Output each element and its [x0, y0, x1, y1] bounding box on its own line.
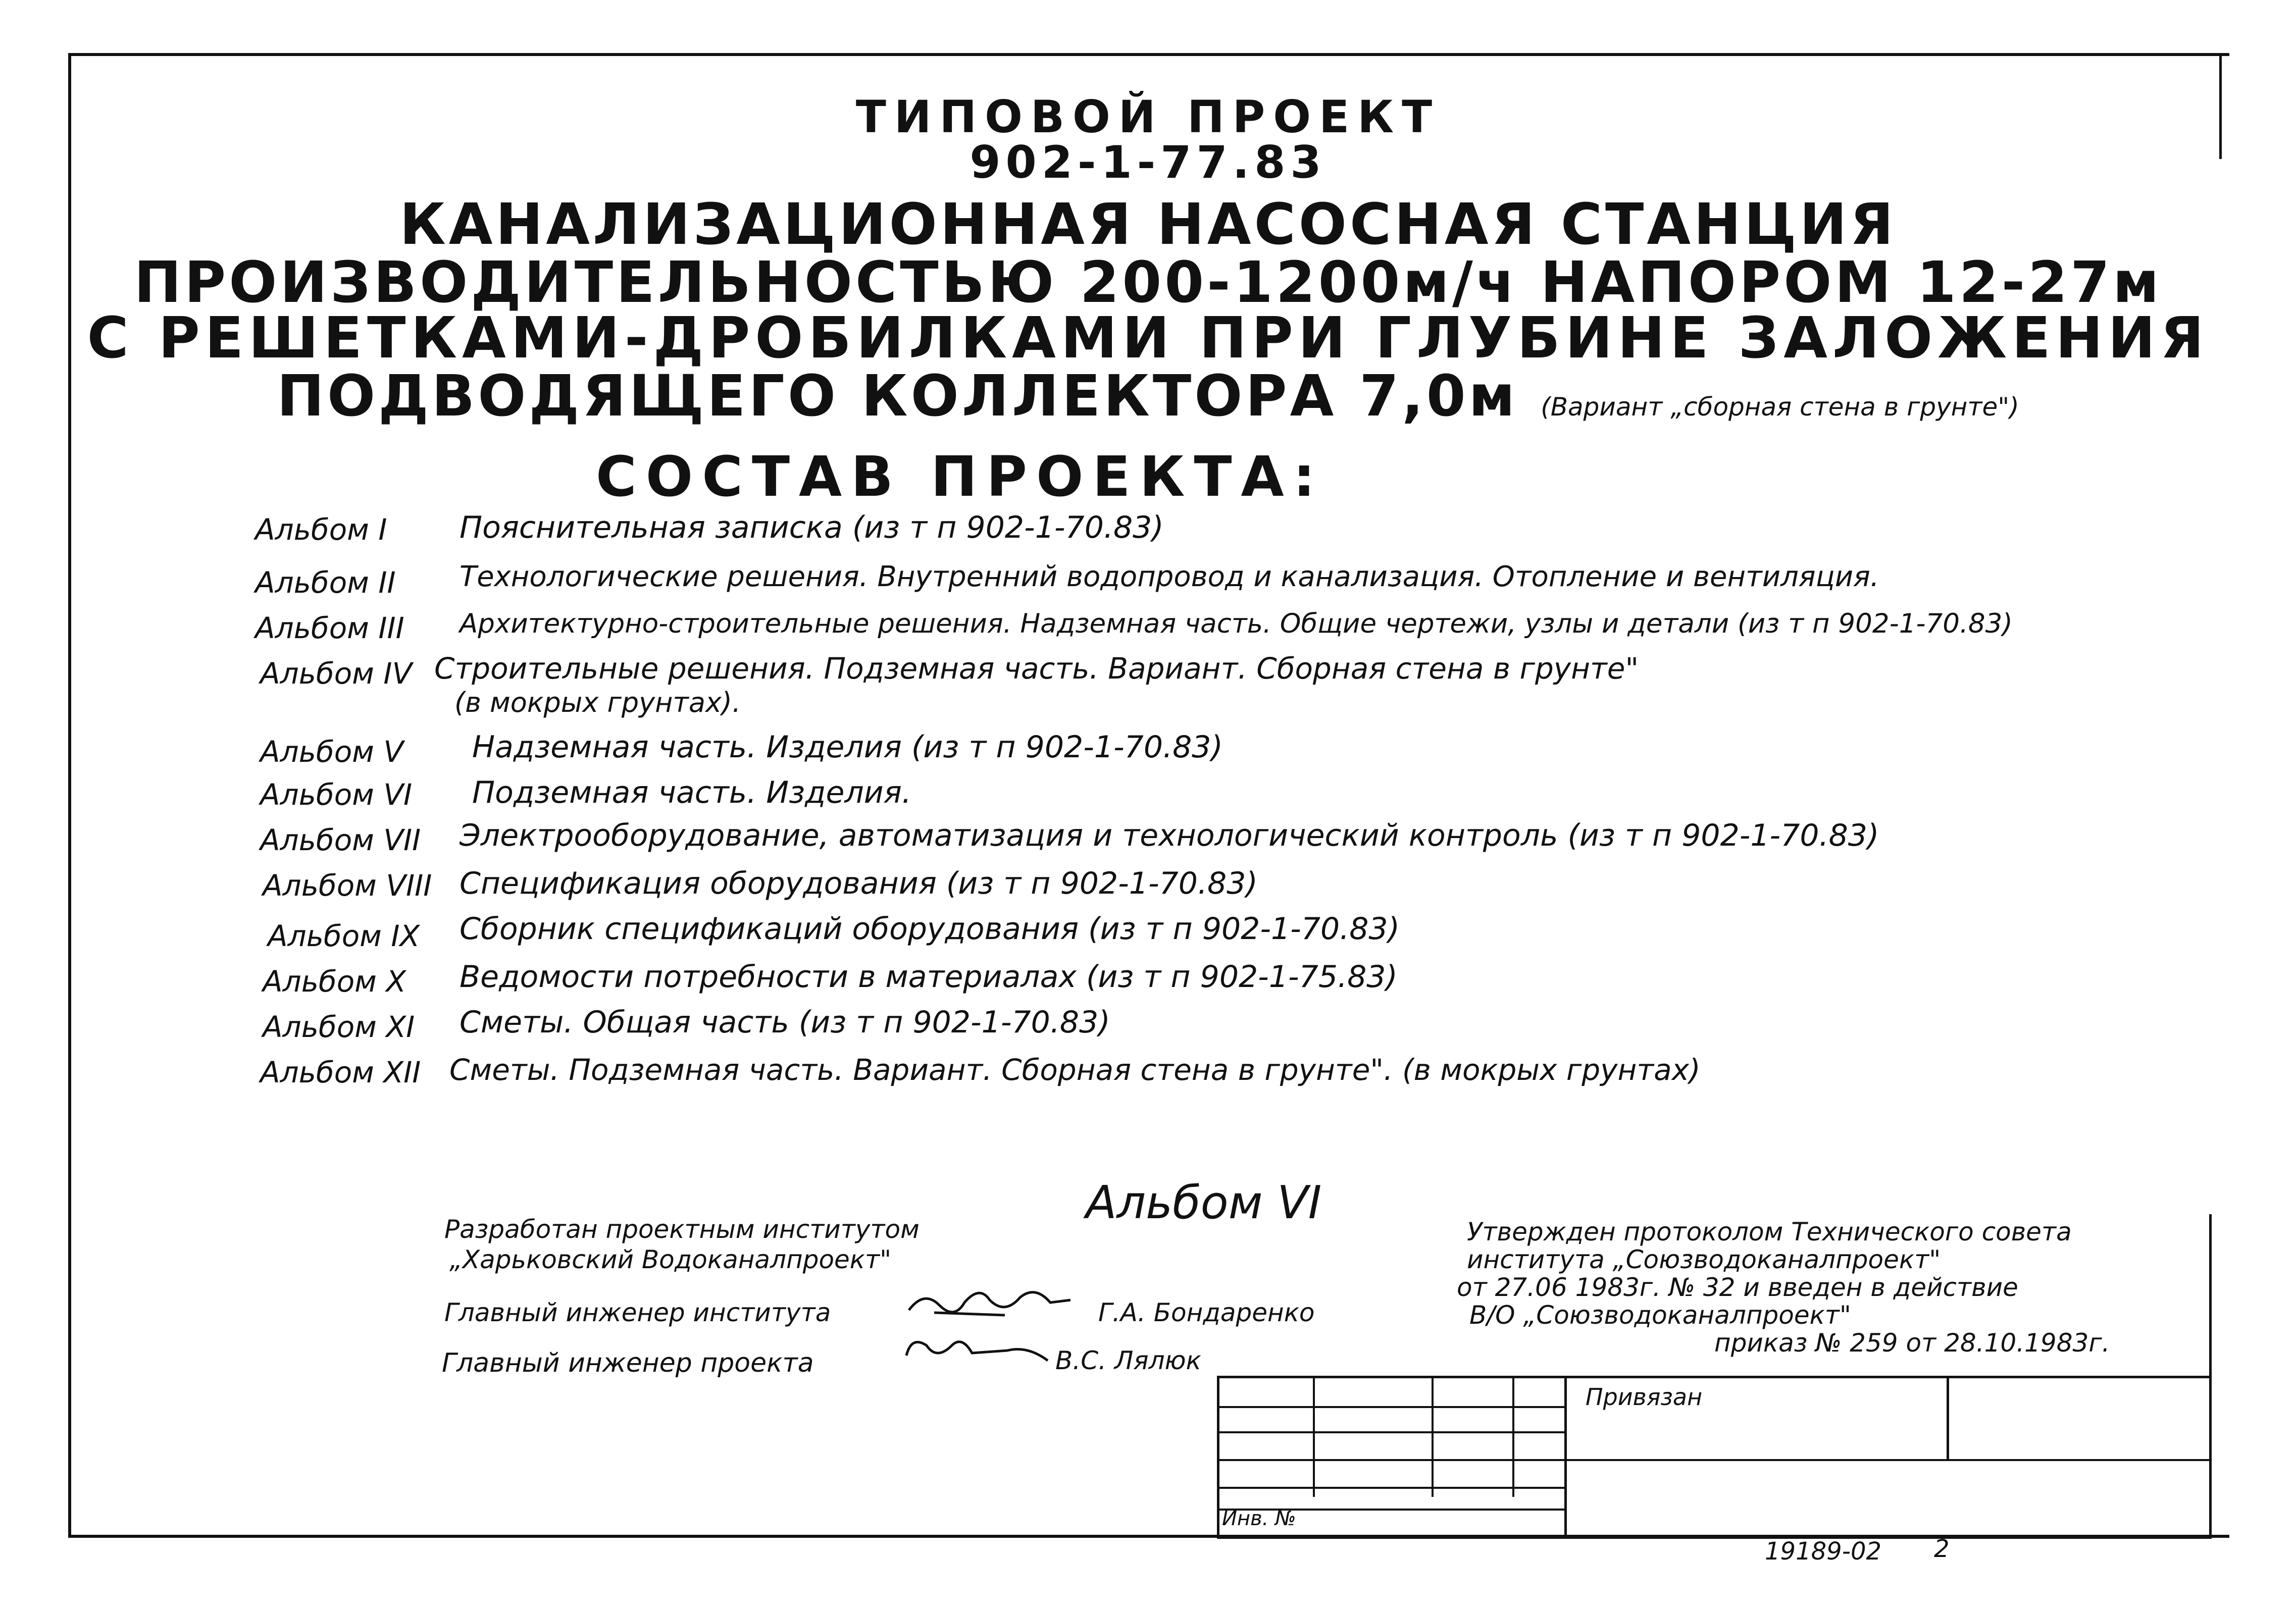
album-label: Альбом V — [260, 735, 404, 769]
album-label: Альбом IV — [260, 656, 413, 691]
album-text-continued: (в мокрых грунтах). — [454, 687, 741, 718]
album-text: Ведомости потребности в материалах (из т п 902-1-75.83) — [460, 959, 1398, 995]
title-line-5: С РЕШЕТКАМИ-ДРОБИЛКАМИ ПРИ ГЛУБИНЕ ЗАЛОЖЕНИЯ — [87, 305, 2209, 371]
album-text: Подземная часть. Изделия. — [472, 775, 911, 810]
chief-engineer-project-name: В.С. Лялюк — [1055, 1346, 1201, 1375]
album-label: Альбом IX — [268, 919, 420, 953]
stamp-col-line — [1313, 1378, 1315, 1497]
album-label: Альбом XI — [263, 1010, 415, 1044]
chief-engineer-institute-name: Г.А. Бондаренко — [1098, 1298, 1315, 1327]
album-label: Альбом III — [255, 611, 404, 645]
variant-note: (Вариант „сборная стена в грунте") — [1541, 392, 2019, 422]
album-text: Спецификация оборудования (из т п 902-1-70.83) — [460, 866, 1258, 901]
footer-page-number: 2 — [1934, 1535, 1950, 1563]
album-label: Альбом VII — [260, 823, 421, 857]
approval-line-3: от 27.06 1983г. № 32 и введен в действие — [1457, 1273, 2018, 1302]
album-text: Технологические решения. Внутренний водопровод и канализация. Отопление и вентиляция. — [460, 560, 1879, 593]
album-text: Сборник спецификаций оборудования (из т п 902-1-70.83) — [460, 911, 1400, 947]
chief-engineer-project-label: Главный инженер проекта — [442, 1348, 814, 1378]
title-line-6 — [0, 363, 2296, 429]
approval-line-2: института „Союзводоканалпроект" — [1467, 1245, 1941, 1274]
album-label: Альбом X — [263, 964, 406, 999]
stamp-row-line — [1219, 1487, 1567, 1489]
album-label: Альбом II — [255, 565, 396, 600]
stamp-inv: Инв. № — [1222, 1507, 1296, 1530]
album-text: Надземная часть. Изделия (из т п 902-1-70.83) — [472, 730, 1223, 765]
album-label: Альбом XII — [260, 1055, 421, 1089]
album-text: Сметы. Подземная часть. Вариант. Сборная стена в грунте". (в мокрых грунтах) — [449, 1053, 1701, 1087]
approval-line-1: Утвержден протоколом Технического совета — [1467, 1217, 2072, 1247]
album-text: Архитектурно-строительные решения. Надземная часть. Общие чертежи, узлы и детали (из т п 902-1-70.83) — [460, 608, 2013, 639]
footer-code: 19189-02 — [1765, 1537, 1882, 1566]
album-text: Пояснительная записка (из т п 902-1-70.83) — [460, 510, 1164, 545]
signature-bondarenko — [904, 1275, 1106, 1330]
album-text: Строительные решения. Подземная часть. Вариант. Сборная стена в грунте" — [434, 651, 1639, 686]
project-number: 902-1-77.83 — [970, 136, 1326, 188]
approval-line-4: В/О „Союзводоканалпроект" — [1469, 1301, 1851, 1330]
title-line-3: КАНАЛИЗАЦИОННАЯ НАСОСНАЯ СТАНЦИЯ — [399, 192, 1897, 257]
stamp-col-line — [1947, 1378, 1949, 1459]
album-text: Электрооборудование, автоматизация и технологический контроль (из т п 902-1-70.83) — [460, 818, 1879, 853]
chief-engineer-institute-label: Главный инженер института — [444, 1298, 831, 1327]
developer-line-2: „Харьковский Водоканалпроект" — [449, 1245, 892, 1274]
album-label: Альбом I — [255, 512, 387, 547]
album-text: Сметы. Общая часть (из т п 902-1-70.83) — [460, 1005, 1110, 1040]
developer-line-1: Разработан проектным институтом — [444, 1215, 920, 1244]
signature-lyalyuk — [896, 1325, 1063, 1376]
frame-top — [68, 53, 2229, 56]
album-label: Альбом VIII — [263, 868, 432, 903]
title-line-4: ПРОИЗВОДИТЕЛЬНОСТЬЮ 200-1200м/ч НАПОРОМ 12-27м — [134, 250, 2162, 316]
stamp-row-line — [1219, 1406, 1567, 1408]
stamp-col-line — [1512, 1378, 1514, 1497]
title-line-6-main: ПОДВОДЯЩЕГО КОЛЛЕКТОРА 7,0м — [277, 363, 1518, 429]
stamp-row-line — [1219, 1459, 2212, 1461]
project-type-title: ТИПОВОЙ ПРОЕКТ — [855, 91, 1441, 143]
stamp-row-line — [1219, 1431, 1567, 1433]
stamp-table — [1217, 1376, 2212, 1539]
current-album-label: Альбом VI — [1086, 1176, 1322, 1229]
section-title: СОСТАВ ПРОЕКТА: — [596, 444, 1324, 509]
stamp-privyazan: Привязан — [1586, 1383, 1703, 1411]
stamp-col-line — [1432, 1378, 1434, 1497]
album-label: Альбом VI — [260, 777, 413, 812]
approval-line-5: приказ № 259 от 28.10.1983г. — [1714, 1328, 2110, 1358]
stamp-col-line — [1564, 1378, 1567, 1539]
